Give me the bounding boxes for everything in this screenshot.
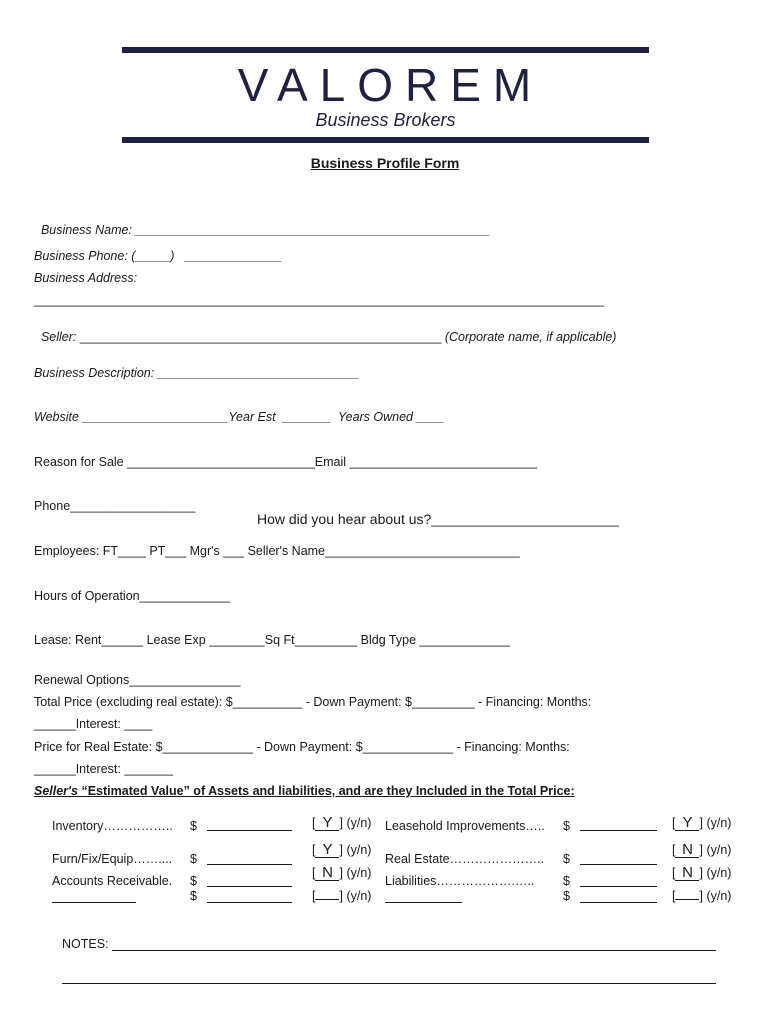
yn-suffix: (y/n) bbox=[706, 843, 732, 857]
seller-field[interactable] bbox=[34, 316, 616, 344]
yn-value: N bbox=[675, 843, 699, 858]
header-bottom-rule bbox=[122, 137, 649, 143]
yn-suffix: (y/n) bbox=[706, 866, 732, 880]
included-yn-other-left[interactable]: [ ] (y/n) bbox=[312, 889, 372, 903]
website-year-owned-field[interactable]: Website _____________________Year Est _______ Years Owned ____ bbox=[34, 410, 445, 424]
dollar-sign: $ bbox=[563, 819, 570, 833]
business-name-field[interactable] bbox=[34, 209, 490, 237]
lease-field[interactable]: Lease: Rent______ Lease Exp ________Sq Ft_________ Bldg Type _____________ bbox=[34, 633, 510, 647]
price-real-estate-field[interactable]: Price for Real Estate: $_____________ - Down Payment: $_____________ - Financing: Months: bbox=[34, 740, 570, 754]
asset-label-real-estate: Real Estate………………….. bbox=[385, 852, 545, 866]
dollar-sign: $ bbox=[190, 819, 197, 833]
hear-about-field[interactable] bbox=[250, 497, 619, 527]
business-name-text: Business Name: ___________________________________________________ bbox=[40, 223, 490, 237]
total-price-field[interactable]: Total Price (excluding real estate): $__________ - Down Payment: $_________ - Financing: Months: bbox=[34, 695, 592, 709]
dollar-sign: $ bbox=[563, 852, 570, 866]
included-yn-accounts-receivable[interactable]: [ N ] (y/n) bbox=[312, 864, 372, 881]
dollar-sign: $ bbox=[563, 874, 570, 888]
hear-about-label: How did you hear about us? bbox=[256, 511, 432, 527]
included-yn-real-estate[interactable]: [ N ] (y/n) bbox=[672, 841, 732, 858]
yn-suffix: (y/n) bbox=[346, 866, 372, 880]
business-phone-field[interactable]: Business Phone: (_____) ______________ bbox=[34, 249, 283, 263]
value-input-real-estate[interactable] bbox=[580, 864, 657, 865]
dollar-sign: $ bbox=[190, 852, 197, 866]
yn-suffix: (y/n) bbox=[706, 816, 732, 830]
brand-tagline: Business Brokers bbox=[315, 110, 456, 130]
employees-field[interactable]: Employees: FT____ PT___ Mgr's ___ Seller's Name____________________________ bbox=[34, 544, 520, 558]
reason-email-field[interactable]: Reason for Sale ___________________________Email ___________________________ bbox=[34, 455, 538, 469]
asset-label-furn-fix-equip: Furn/Fix/Equip…….... bbox=[52, 852, 173, 866]
asset-label-leasehold-improvements: Leasehold Improvements….. bbox=[385, 819, 545, 833]
interest-field-2[interactable]: ______Interest: _______ bbox=[34, 762, 174, 776]
value-input-liabilities[interactable] bbox=[580, 886, 657, 887]
included-yn-furn-fix-equip[interactable]: [ Y ] (y/n) bbox=[312, 841, 372, 858]
dollar-sign: $ bbox=[190, 889, 197, 903]
hours-field[interactable]: Hours of Operation_____________ bbox=[34, 589, 230, 603]
yn-value: Y bbox=[315, 843, 339, 858]
value-input-leasehold-improvements[interactable] bbox=[580, 830, 657, 831]
yn-value: Y bbox=[675, 816, 699, 831]
included-yn-other-right[interactable]: [ ] (y/n) bbox=[672, 889, 732, 903]
business-address-label: Business Address: bbox=[34, 271, 138, 285]
included-yn-leasehold-improvements[interactable]: [ Y ] (y/n) bbox=[672, 814, 732, 831]
interest-field-1[interactable]: ______Interest: ____ bbox=[34, 717, 153, 731]
phone-field[interactable]: Phone__________________ bbox=[34, 499, 196, 513]
business-description-field[interactable]: Business Description: _____________________________ bbox=[34, 366, 360, 380]
assets-heading-colon: : bbox=[570, 784, 575, 798]
included-yn-liabilities[interactable]: [ N ] (y/n) bbox=[672, 864, 732, 881]
assets-heading bbox=[34, 784, 575, 798]
yn-value bbox=[675, 899, 699, 900]
hear-about-blank: ___________________________ bbox=[431, 513, 619, 527]
asset-label-liabilities: Liabilities……………….….. bbox=[385, 874, 535, 888]
yn-suffix: (y/n) bbox=[346, 843, 372, 857]
yn-value: Y bbox=[315, 816, 339, 831]
seller-note: (Corporate name, if applicable) bbox=[444, 330, 617, 344]
form-title: Business Profile Form bbox=[310, 155, 460, 171]
yn-value: N bbox=[675, 866, 699, 881]
value-input-inventory[interactable] bbox=[207, 830, 292, 831]
assets-heading-text: “Estimated Value” of Assets and liabilities, and are they Included in the Total Price bbox=[77, 784, 571, 798]
seller-blank: ____________________________________________________ bbox=[76, 330, 445, 344]
yn-suffix: (y/n) bbox=[346, 889, 372, 903]
yn-value bbox=[315, 899, 339, 900]
included-yn-inventory[interactable]: [ Y ] (y/n) bbox=[312, 814, 372, 831]
header-top-rule bbox=[122, 47, 649, 53]
notes-label: NOTES: bbox=[62, 937, 113, 951]
yn-suffix: (y/n) bbox=[346, 816, 372, 830]
yn-suffix: (y/n) bbox=[706, 889, 732, 903]
notes-input-line-1[interactable] bbox=[112, 950, 716, 951]
business-address-field[interactable]: __________________________________________________________________________________ bbox=[34, 293, 605, 307]
notes-input-line-2[interactable] bbox=[62, 983, 716, 984]
renewal-field[interactable]: Renewal Options________________ bbox=[34, 673, 241, 687]
assets-heading-italic: Seller's bbox=[34, 784, 78, 798]
dollar-sign: $ bbox=[563, 889, 570, 903]
asset-label-blank-right[interactable] bbox=[385, 902, 462, 903]
value-input-other-right[interactable] bbox=[580, 902, 657, 903]
value-input-accounts-receivable[interactable] bbox=[207, 886, 292, 887]
asset-label-blank-left[interactable] bbox=[52, 902, 136, 903]
asset-label-accounts-receivable: Accounts Receivable. bbox=[52, 874, 173, 888]
brand-logo-text: VALOREM bbox=[237, 59, 544, 111]
dollar-sign: $ bbox=[190, 874, 197, 888]
value-input-other-left[interactable] bbox=[207, 902, 292, 903]
value-input-furn-fix-equip[interactable] bbox=[207, 864, 292, 865]
seller-label: Seller: bbox=[40, 330, 77, 344]
asset-label-inventory: Inventory…………….. bbox=[52, 819, 173, 833]
yn-value: N bbox=[315, 866, 339, 881]
